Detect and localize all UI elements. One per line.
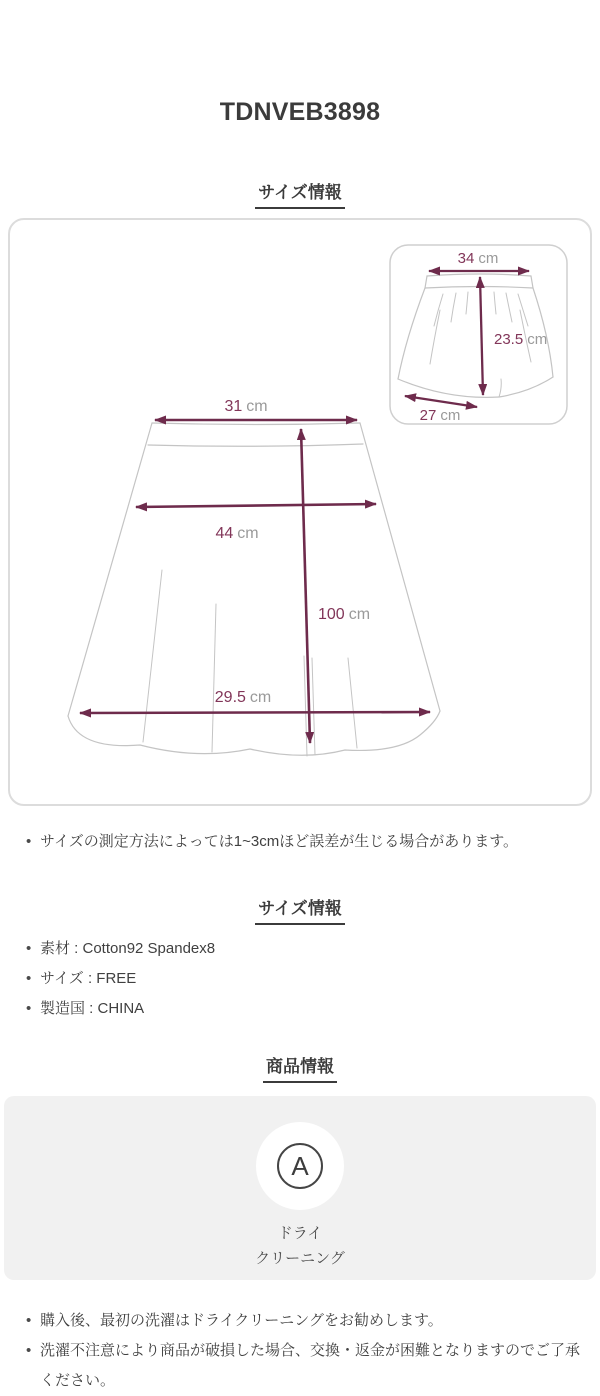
product-info-list xyxy=(0,939,600,1019)
skirt-hip-label: 44 cm xyxy=(215,525,259,542)
origin-item: • 製造国 : CHINA xyxy=(25,999,590,1019)
shorts-waist-label: 34 cm xyxy=(457,250,499,267)
product-code-title: TDNVEB3898 xyxy=(219,98,381,126)
skirt-hem-label: 29.5 cm xyxy=(214,689,272,706)
care-note-2: • 洗濯不注意により商品が破損した場合、交換・返金が困難となりますのでご了承ください。 xyxy=(25,1336,590,1396)
care-instruction-box xyxy=(4,1096,596,1280)
product-info-heading: 商品情報 xyxy=(263,1052,337,1083)
size-diagram xyxy=(8,218,592,806)
material-item: • 素材 : Cotton92 Spandex8 xyxy=(25,939,590,959)
care-label xyxy=(255,1221,345,1271)
size-note-list xyxy=(0,828,600,856)
care-note-1: • 購入後、最初の洗濯はドライクリーニングをお勧めします。 xyxy=(25,1306,590,1336)
dry-cleaning-icon: A xyxy=(277,1143,323,1189)
size-tolerance-note: • サイズの測定方法によっては1~3cmほど誤差が生じる場合があります。 xyxy=(25,828,590,856)
size-info-heading-2: サイズ情報 xyxy=(255,894,345,925)
skirt-outline xyxy=(68,423,440,756)
skirt-length-label: 100 cm xyxy=(318,606,371,623)
care-label-line1: ドライ xyxy=(277,1225,323,1242)
shorts-length-label: 23.5 cm xyxy=(494,331,548,348)
inner-shorts-inset xyxy=(390,245,567,424)
care-icon-background xyxy=(256,1122,344,1210)
skirt-waist-label: 31 cm xyxy=(224,398,268,415)
size-diagram-box xyxy=(8,218,592,806)
care-note-list xyxy=(0,1306,600,1396)
care-label-line2: クリーニング xyxy=(255,1250,345,1267)
size-item: • サイズ : FREE xyxy=(25,969,590,989)
shorts-hem-label: 27 cm xyxy=(419,407,461,424)
size-info-heading: サイズ情報 xyxy=(255,178,345,209)
